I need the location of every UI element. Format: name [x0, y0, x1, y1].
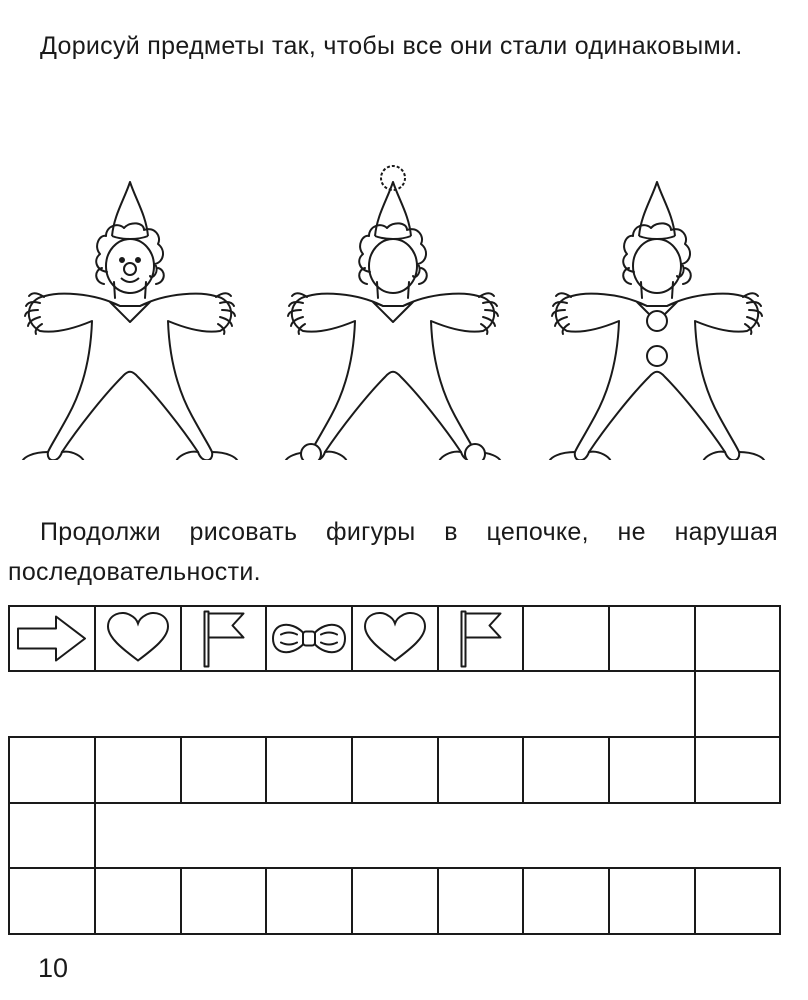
sequence-grid: [0, 596, 808, 936]
flag-icon: [462, 612, 501, 667]
clown-button-bottom: [647, 346, 667, 366]
shoe-ball-right: [465, 444, 485, 460]
clown-figure-2: [285, 166, 501, 460]
clown-face: [120, 258, 140, 282]
heart-icon: [365, 613, 425, 661]
clown-figure-1: [22, 182, 238, 460]
clown-figures: [0, 150, 808, 460]
clown-button-top: [647, 311, 667, 331]
page-number: 10: [38, 953, 69, 983]
flag-icon: [205, 612, 244, 667]
pompom: [381, 166, 405, 190]
shoe-ball-left: [301, 444, 321, 460]
task-1-instruction: Дорисуй предметы так, чтобы все они стали одинаковыми.: [40, 32, 743, 60]
heart-icon: [108, 613, 168, 661]
bow-icon: [273, 625, 345, 652]
task-2-instruction: Продолжи рисовать фигуры в цепочке, не нарушая последовательности.: [8, 518, 778, 586]
sequence-icons: [18, 612, 501, 667]
clown-figure-3: [549, 182, 765, 460]
arrow-icon: [18, 617, 85, 661]
